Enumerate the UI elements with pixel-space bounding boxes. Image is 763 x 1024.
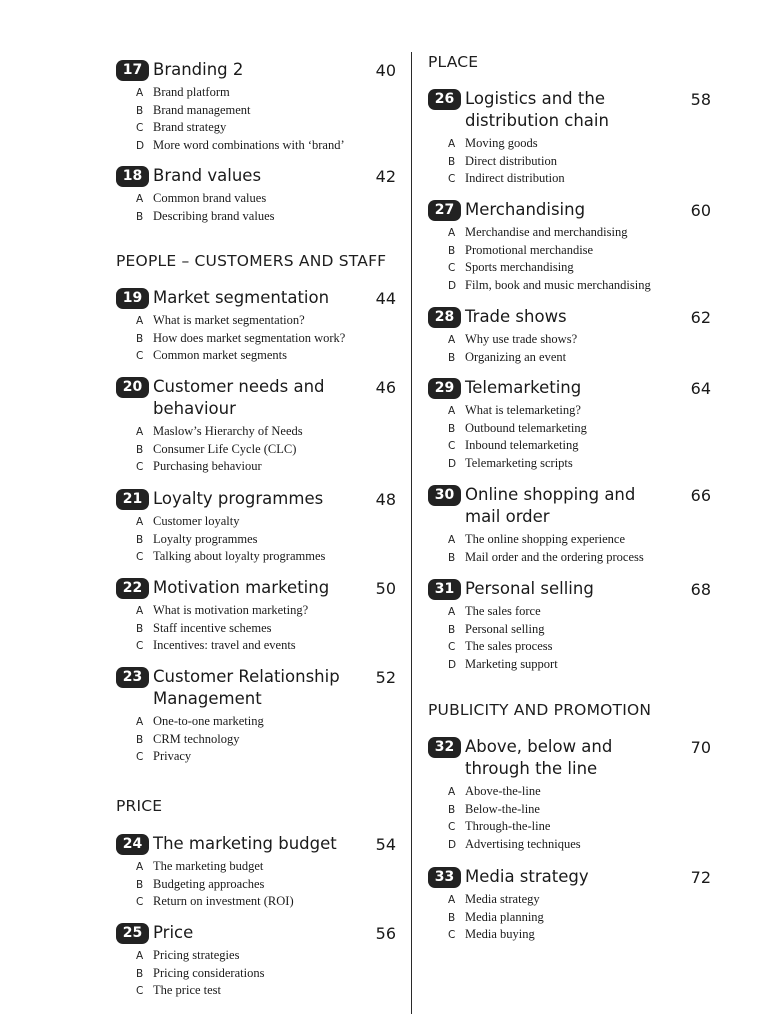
subtopic-item: C Return on investment (ROI) xyxy=(136,894,294,908)
unit-subtopics xyxy=(136,858,294,911)
subtopic-item: C Incentives: travel and events xyxy=(136,638,296,652)
subtopic-item: B Outbound telemarketing xyxy=(448,420,587,435)
subtopic-item: A The marketing budget xyxy=(136,859,264,873)
unit-subtopics xyxy=(136,312,345,365)
unit-title: Online shopping and mail order xyxy=(465,485,636,526)
subtopic-item: B How does market segmentation work? xyxy=(136,330,346,345)
unit-subtopics xyxy=(136,713,264,766)
unit-subtopics xyxy=(448,531,644,566)
page-number: 44 xyxy=(375,289,396,308)
unit-subtopics xyxy=(448,135,565,188)
page-number: 52 xyxy=(375,668,396,687)
unit-subtopics xyxy=(448,891,544,944)
page-number: 50 xyxy=(375,579,396,598)
subtopic-item: A One-to-one marketing xyxy=(136,714,264,728)
subtopic-item: A Moving goods xyxy=(448,136,538,150)
unit-title: Market segmentation xyxy=(153,288,330,307)
unit-title: Customer Relationship Management xyxy=(153,667,340,708)
unit-subtopics xyxy=(136,947,264,1000)
subtopic-item: D Film, book and music merchandising xyxy=(448,277,651,292)
page-number: 56 xyxy=(375,924,396,943)
subtopic-item: C Inbound telemarketing xyxy=(448,438,579,452)
subtopic-item: C Through-the-line xyxy=(448,819,551,833)
page-number: 46 xyxy=(375,378,396,397)
unit-subtopics xyxy=(136,602,308,655)
subtopic-item: A Media strategy xyxy=(448,892,540,906)
subtopic-item: C Sports merchandising xyxy=(448,260,574,274)
subtopic-item: D More word combinations with ‘brand’ xyxy=(136,137,345,152)
unit-title: Telemarketing xyxy=(465,378,582,397)
unit-title: Customer needs and behaviour xyxy=(153,377,325,418)
unit-title: Logistics and the distribution chain xyxy=(465,89,609,130)
unit-title: Above, below and through the line xyxy=(465,737,613,778)
unit-number-badge: 19 xyxy=(116,288,149,309)
subtopic-item: C The sales process xyxy=(448,639,553,653)
unit-number-badge: 18 xyxy=(116,166,149,187)
unit-number-badge: 26 xyxy=(428,89,461,110)
unit-subtopics xyxy=(136,423,303,476)
unit-number-badge: 22 xyxy=(116,578,149,599)
subtopic-item: A Brand platform xyxy=(136,85,230,99)
page-number: 48 xyxy=(375,490,396,509)
page-number: 54 xyxy=(375,835,396,854)
subtopic-item: B Personal selling xyxy=(448,621,545,636)
subtopic-item: A Above-the-line xyxy=(448,784,541,798)
unit-subtopics xyxy=(136,84,345,154)
unit-subtopics xyxy=(448,603,558,673)
unit-number-badge: 24 xyxy=(116,834,149,855)
page-number: 72 xyxy=(690,868,711,887)
subtopic-item: B Promotional merchandise xyxy=(448,242,594,257)
unit-number-badge: 31 xyxy=(428,579,461,600)
section-heading-place: PLACE xyxy=(428,53,479,71)
subtopic-item: A The sales force xyxy=(448,604,541,618)
unit-number-badge: 32 xyxy=(428,737,461,758)
subtopic-item: B Staff incentive schemes xyxy=(136,620,272,635)
unit-title: Loyalty programmes xyxy=(153,489,324,508)
section-heading-people: PEOPLE – CUSTOMERS AND STAFF xyxy=(116,252,387,270)
subtopic-item: A What is market segmentation? xyxy=(136,313,305,327)
unit-number-badge: 17 xyxy=(116,60,149,81)
unit-subtopics xyxy=(448,331,577,366)
page-number: 70 xyxy=(690,738,711,757)
page-number: 66 xyxy=(690,486,711,505)
page-number: 62 xyxy=(690,308,711,327)
unit-subtopics xyxy=(136,190,275,225)
subtopic-item: A Common brand values xyxy=(136,191,267,205)
page-number: 40 xyxy=(375,61,396,80)
subtopic-item: D Advertising techniques xyxy=(448,836,581,851)
unit-title: Brand values xyxy=(153,166,262,185)
unit-subtopics xyxy=(448,783,581,853)
unit-number-badge: 30 xyxy=(428,485,461,506)
unit-title: Merchandising xyxy=(465,200,586,219)
unit-subtopics xyxy=(136,513,325,566)
unit-number-badge: 20 xyxy=(116,377,149,398)
unit-title: Media strategy xyxy=(465,867,589,886)
subtopic-item: B Pricing considerations xyxy=(136,965,265,980)
page-number: 58 xyxy=(690,90,711,109)
subtopic-item: A The online shopping experience xyxy=(448,532,626,546)
subtopic-item: B Mail order and the ordering process xyxy=(448,549,644,564)
unit-title: The marketing budget xyxy=(153,834,337,853)
subtopic-item: A Pricing strategies xyxy=(136,948,240,962)
subtopic-item: A What is telemarketing? xyxy=(448,403,581,417)
subtopic-item: B Below-the-line xyxy=(448,801,540,816)
subtopic-item: C Common market segments xyxy=(136,348,288,362)
column-divider xyxy=(411,52,412,1014)
subtopic-item: A What is motivation marketing? xyxy=(136,603,309,617)
subtopic-item: D Telemarketing scripts xyxy=(448,455,573,470)
subtopic-item: D Marketing support xyxy=(448,656,558,671)
unit-title: Motivation marketing xyxy=(153,578,330,597)
section-heading-price: PRICE xyxy=(116,797,163,815)
page-number: 60 xyxy=(690,201,711,220)
unit-number-badge: 27 xyxy=(428,200,461,221)
subtopic-item: B Organizing an event xyxy=(448,349,567,364)
subtopic-item: A Merchandise and merchandising xyxy=(448,225,628,239)
unit-title: Personal selling xyxy=(465,579,594,598)
subtopic-item: C Brand strategy xyxy=(136,120,227,134)
subtopic-item: C Indirect distribution xyxy=(448,171,565,185)
page-number: 42 xyxy=(375,167,396,186)
subtopic-item: B Media planning xyxy=(448,909,544,924)
unit-number-badge: 25 xyxy=(116,923,149,944)
section-heading-publicity: PUBLICITY AND PROMOTION xyxy=(428,701,652,719)
subtopic-item: B Loyalty programmes xyxy=(136,531,258,546)
unit-number-badge: 21 xyxy=(116,489,149,510)
unit-subtopics xyxy=(448,402,587,472)
subtopic-item: C Talking about loyalty programmes xyxy=(136,549,326,563)
unit-number-badge: 33 xyxy=(428,867,461,888)
unit-number-badge: 23 xyxy=(116,667,149,688)
unit-number-badge: 28 xyxy=(428,307,461,328)
subtopic-item: B Describing brand values xyxy=(136,208,275,223)
subtopic-item: B Budgeting approaches xyxy=(136,876,265,891)
unit-number-badge: 29 xyxy=(428,378,461,399)
subtopic-item: B Consumer Life Cycle (CLC) xyxy=(136,441,297,456)
subtopic-item: B Direct distribution xyxy=(448,153,557,168)
unit-title: Trade shows xyxy=(465,307,567,326)
unit-subtopics xyxy=(448,224,651,294)
subtopic-item: C Privacy xyxy=(136,749,192,763)
unit-title: Branding 2 xyxy=(153,60,244,79)
subtopic-item: C Media buying xyxy=(448,927,535,941)
subtopic-item: C Purchasing behaviour xyxy=(136,459,262,473)
subtopic-item: B CRM technology xyxy=(136,731,240,746)
subtopic-item: A Maslow’s Hierarchy of Needs xyxy=(136,424,303,438)
subtopic-item: A Why use trade shows? xyxy=(448,332,578,346)
subtopic-item: A Customer loyalty xyxy=(136,514,240,528)
subtopic-item: B Brand management xyxy=(136,102,251,117)
subtopic-item: C The price test xyxy=(136,983,222,997)
page-number: 68 xyxy=(690,580,711,599)
page-number: 64 xyxy=(690,379,711,398)
unit-title: Price xyxy=(153,923,194,942)
